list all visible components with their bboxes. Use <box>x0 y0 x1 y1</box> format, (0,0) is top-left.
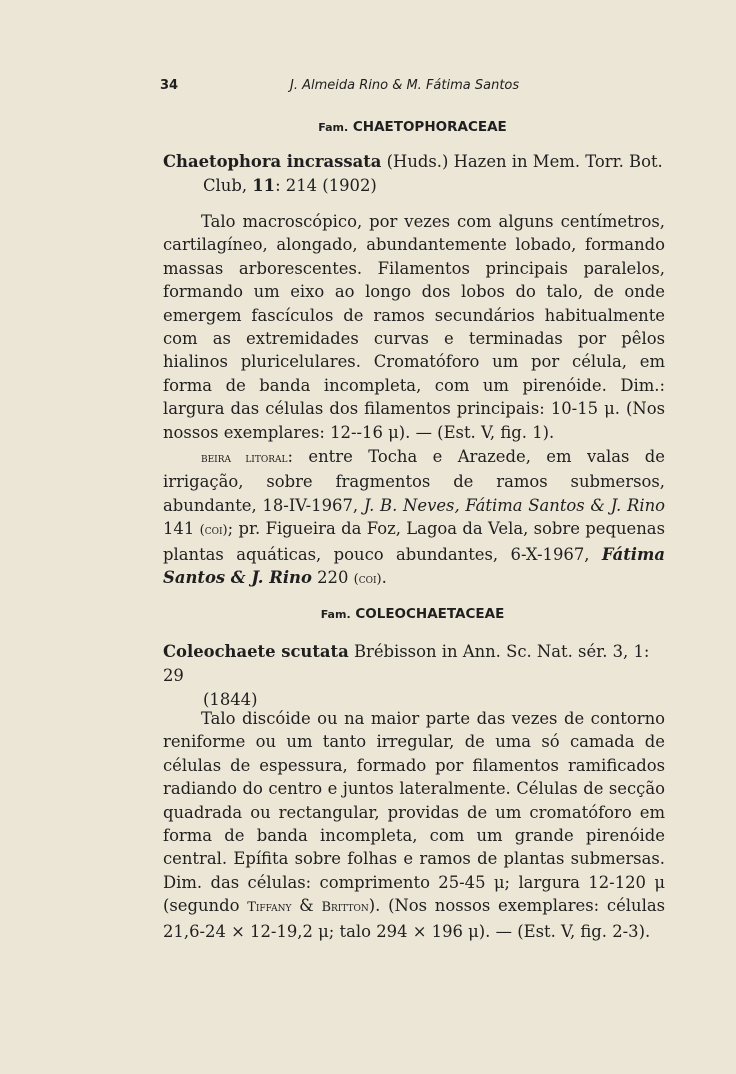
distribution-text: beira litoral: entre Tocha e Arazede, em valas de irrigação, sobre fragmentos de ramos submersos, abundante, 18-IV-1967, J. B. Neves, Fátima Santos & J. Rino 141 (coi); pr. Figueira da Foz, Lagoa da Vela, sobre pequenas plantas aquáticas, pouco abundantes, 6-X-1967, Fátima Santos & J. Rino 220 (coi). <box>163 447 665 588</box>
fam-label: Fam. <box>320 608 351 621</box>
species-heading-coleochaete <box>163 640 668 712</box>
family-name: COLEOCHAETACEAE <box>355 606 505 622</box>
species-citation: (Huds.) Hazen in Mem. Torr. Bot. <box>386 152 663 171</box>
region-label: beira litoral <box>201 451 288 466</box>
species-heading-chaetophora <box>163 150 668 198</box>
page-number: 34 <box>160 78 179 93</box>
family-name: CHAETOPHORACEAE <box>352 119 507 135</box>
herbarium-code: (coi) <box>199 523 228 539</box>
running-title: J. Almeida Rino & M. Fátima Santos <box>290 78 520 93</box>
herbarium-code: (coi) <box>353 572 382 588</box>
description-text: Talo macroscópico, por vezes com alguns centímetros, cartilagíneo, alongado, abundantemente lobado, formando massas arborescentes. Filamentos principais paralelos, formando um eixo ao longo dos lobos do talo, de onde emergem fascículos de ramos secundários habitualmente com as extremidades curvas e terminadas por pêlos hialinos pluricelulares. Cromatóforo um por célula, em forma de banda incompleta, com um pirenóide. Dim.: largura das células dos filamentos principais: 10-15 μ. (Nos nossos exemplares: 12--16 μ). — (Est. V, fig. 1). <box>163 212 665 442</box>
author-name: Tiffany <box>247 900 292 916</box>
description-chaetophora <box>163 210 665 444</box>
species-name: Chaetophora incrassata <box>163 152 382 171</box>
collectors: J. B. Neves, Fátima Santos & J. Rino <box>363 495 665 515</box>
fam-label: Fam. <box>318 121 349 134</box>
species-citation-cont: Club, 11: 214 (1902) <box>203 176 377 195</box>
description-text: Talo discóide ou na maior parte das vezes de contorno reniforme ou um tanto irregular, de uma só camada de células de espessura, formado por filamentos ramificados radiando do centro e juntos lateralmente. Células de secção quadrada ou rectangular, providas de um cromatóforo em forma de banda incompleta, com um grande pirenóide central. Epífita sobre folhas e ramos de plantas submersas. Dim. das células: comprimento 25-45 μ; largura 12-120 μ (segundo Tiffany & Britton). (Nos nossos exemplares: células 21,6-24 × 12-19,2 μ; talo 294 × 196 μ). — (Est. V, fig. 2-3). <box>163 709 665 941</box>
species-citation-cont: (1844) <box>203 690 258 709</box>
distribution-chaetophora <box>163 445 665 591</box>
author-name: Britton <box>321 900 369 916</box>
collectors: Fátima Santos & J. Rino <box>163 544 665 588</box>
citation-volume: 11 <box>252 176 276 195</box>
species-name: Coleochaete scutata <box>163 642 349 661</box>
description-coleochaete <box>163 707 665 943</box>
family-heading-coleochaetaceae <box>160 606 665 622</box>
family-heading-chaetophoraceae <box>160 119 665 135</box>
species-citation: Brébisson in Ann. Sc. Nat. sér. 3, 1: 29 <box>163 642 650 685</box>
